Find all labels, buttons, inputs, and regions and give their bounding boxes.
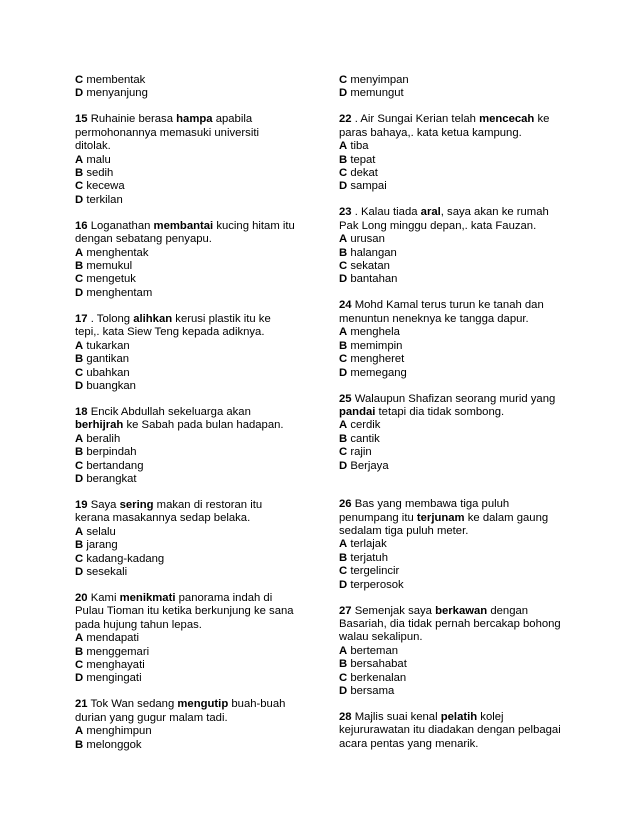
question-line	[75, 220, 315, 233]
text-segment: Loganathan	[90, 219, 154, 232]
answer-option	[339, 74, 579, 87]
question-text-line	[339, 618, 579, 631]
option-letter: A	[339, 140, 348, 153]
option-text: sesekali	[86, 565, 128, 578]
option-letter: A	[339, 233, 348, 246]
answer-option	[339, 579, 579, 592]
option-text: menghentak	[86, 246, 149, 259]
text-segment: panorama indah di	[175, 591, 273, 604]
option-text: berkenalan	[350, 671, 407, 684]
answer-option	[339, 565, 579, 578]
option-letter: B	[75, 446, 84, 459]
question-text-line	[339, 127, 579, 140]
answer-option	[75, 672, 315, 685]
spacer	[339, 380, 579, 393]
text-segment: pada hujung tahun lepas.	[75, 618, 202, 631]
spacer	[339, 473, 579, 486]
option-letter: B	[339, 551, 348, 564]
option-text: bersama	[350, 685, 395, 697]
option-letter: C	[75, 366, 84, 379]
answer-option	[339, 154, 579, 167]
answer-option	[75, 473, 315, 486]
option-letter: B	[339, 658, 348, 671]
text-segment: ke Sabah pada bulan hadapan.	[123, 419, 284, 432]
answer-option	[339, 552, 579, 565]
option-text: tergelincir	[350, 565, 400, 578]
keyword: mengutip	[177, 698, 229, 711]
text-segment: sedalam tiga puluh meter.	[339, 524, 469, 537]
text-segment: Bas yang membawa tiga puluh	[354, 498, 510, 511]
option-text: beralih	[86, 432, 121, 445]
option-text: terlajak	[350, 538, 387, 551]
keyword: berkawan	[435, 604, 488, 617]
option-letter: C	[339, 167, 348, 180]
question-text-line	[75, 140, 315, 153]
option-letter: C	[339, 671, 348, 684]
option-letter: D	[75, 472, 84, 485]
option-text: cantik	[350, 432, 380, 445]
option-text: mendapati	[86, 632, 140, 645]
option-text: urusan	[350, 233, 385, 246]
answer-option	[339, 446, 579, 459]
question-text-line	[339, 220, 579, 233]
option-letter: B	[339, 246, 348, 259]
question-line	[339, 113, 579, 126]
option-text: memegang	[350, 366, 407, 379]
option-letter: A	[339, 326, 348, 339]
option-letter: C	[75, 74, 84, 86]
keyword: aral	[420, 206, 441, 219]
text-segment: Semenjak saya	[354, 604, 436, 617]
keyword: pelatih	[440, 711, 478, 723]
text-segment: ditolak.	[75, 140, 111, 153]
text-segment: kolej	[477, 711, 504, 723]
question-number: 21	[75, 698, 88, 711]
question-line	[339, 206, 579, 219]
option-letter: D	[339, 685, 348, 697]
option-text: sekatan	[350, 260, 390, 273]
keyword: sering	[119, 498, 154, 511]
answer-option	[75, 167, 315, 180]
question-text-line	[75, 512, 315, 525]
question-text-line	[75, 419, 315, 432]
option-letter: C	[75, 659, 84, 671]
option-letter: B	[75, 738, 84, 751]
option-letter: D	[339, 180, 348, 193]
answer-option	[339, 419, 579, 432]
option-text: cerdik	[350, 419, 381, 432]
answer-option	[75, 659, 315, 672]
option-letter: B	[75, 645, 84, 658]
text-segment: Tok Wan sedang	[90, 698, 178, 711]
spacer	[75, 579, 315, 592]
answer-option	[339, 260, 579, 273]
option-letter: D	[75, 379, 84, 392]
question-line	[339, 299, 579, 312]
option-text: kecewa	[86, 180, 125, 193]
text-segment: permohonannya memasuki universiti	[75, 126, 259, 139]
question-text-line	[339, 724, 579, 737]
option-letter: D	[75, 193, 84, 206]
option-letter: B	[75, 353, 84, 366]
answer-option	[75, 739, 315, 752]
option-text: terperosok	[350, 578, 404, 591]
option-text: mengheret	[350, 353, 405, 366]
text-segment: Kami	[90, 591, 120, 604]
text-segment: tetapi dia tidak sombong.	[375, 405, 505, 418]
text-segment: paras bahaya,. kata ketua kampung.	[339, 126, 522, 139]
answer-option	[339, 180, 579, 193]
option-text: selalu	[86, 525, 116, 538]
option-text: menghentam	[86, 286, 153, 299]
option-letter: C	[339, 353, 348, 366]
spacer	[339, 698, 579, 711]
answer-option	[339, 460, 579, 473]
keyword: hampa	[176, 113, 213, 126]
question-text-line	[75, 712, 315, 725]
option-text: menghayati	[86, 659, 145, 671]
keyword: membantai	[153, 219, 214, 232]
text-segment: kerana masakannya sedap belaka.	[75, 512, 251, 525]
option-text: ubahkan	[86, 366, 130, 379]
option-text: menyanjung	[86, 87, 148, 100]
answer-option	[339, 658, 579, 671]
option-text: tukarkan	[86, 339, 130, 352]
question-number: 16	[75, 219, 88, 232]
option-letter: A	[339, 538, 348, 551]
option-letter: A	[75, 432, 84, 445]
answer-option	[339, 140, 579, 153]
question-text-line	[75, 619, 315, 632]
text-segment: makan di restoran itu	[153, 498, 263, 511]
option-text: melonggok	[86, 738, 142, 751]
text-segment: Mohd Kamal terus turun ke tanah dan	[354, 299, 544, 312]
text-segment: , saya akan ke rumah	[440, 206, 549, 219]
answer-option	[75, 433, 315, 446]
question-text-line	[339, 631, 579, 644]
option-letter: C	[75, 459, 84, 472]
keyword: berhijrah	[75, 419, 124, 432]
question-text-line	[339, 406, 579, 419]
option-letter: D	[75, 672, 84, 685]
question-line	[339, 498, 579, 511]
answer-option	[339, 433, 579, 446]
text-segment: Basariah, dia tidak pernah bercakap bohong	[339, 617, 561, 630]
text-segment: kejururawatan itu diadakan dengan pelbagai	[339, 724, 561, 737]
answer-option	[75, 340, 315, 353]
spacer	[75, 393, 315, 406]
spacer	[75, 101, 315, 114]
answer-option	[75, 553, 315, 566]
question-number: 26	[339, 498, 352, 511]
option-text: sampai	[350, 180, 387, 193]
option-letter: A	[339, 419, 348, 432]
question-number: 22	[339, 113, 352, 126]
spacer	[339, 101, 579, 114]
question-text-line	[75, 605, 315, 618]
answer-option	[75, 247, 315, 260]
answer-option	[339, 326, 579, 339]
left-column	[75, 74, 315, 752]
question-text-line	[339, 525, 579, 538]
question-number: 25	[339, 392, 352, 405]
answer-option	[75, 180, 315, 193]
option-letter: C	[339, 565, 348, 578]
text-segment: . Air Sungai Kerian telah	[351, 113, 480, 126]
option-letter: A	[75, 525, 84, 538]
answer-option	[75, 367, 315, 380]
option-text: berteman	[350, 644, 399, 657]
answer-option	[75, 273, 315, 286]
option-letter: B	[339, 432, 348, 445]
option-letter: A	[75, 153, 84, 166]
answer-option	[75, 260, 315, 273]
option-letter: A	[339, 644, 348, 657]
text-segment: dengan	[487, 604, 529, 617]
text-segment: Pulau Tioman itu ketika berkunjung ke sana	[75, 605, 294, 618]
keyword: terjunam	[416, 511, 465, 524]
question-line	[339, 393, 579, 406]
option-text: bertandang	[86, 459, 144, 472]
question-line	[75, 499, 315, 512]
option-text: malu	[86, 153, 111, 166]
spacer	[339, 287, 579, 300]
text-segment: tepi,. kata Siew Teng kepada adiknya.	[75, 326, 265, 339]
question-number: 20	[75, 591, 88, 604]
answer-option	[75, 446, 315, 459]
answer-option	[75, 353, 315, 366]
question-line	[75, 592, 315, 605]
option-text: membentak	[86, 74, 146, 86]
option-letter: A	[75, 246, 84, 259]
option-letter: D	[339, 366, 348, 379]
option-text: menyimpan	[350, 74, 409, 86]
spacer	[339, 486, 579, 499]
option-letter: C	[339, 260, 348, 273]
option-text: sedih	[86, 167, 114, 180]
spacer	[75, 207, 315, 220]
option-letter: D	[339, 273, 348, 286]
answer-option	[339, 353, 579, 366]
option-text: bantahan	[350, 273, 398, 286]
spacer	[75, 486, 315, 499]
answer-option	[75, 194, 315, 207]
answer-option	[339, 645, 579, 658]
option-text: kadang-kadang	[86, 552, 165, 565]
option-text: jarang	[86, 539, 118, 552]
answer-option	[339, 367, 579, 380]
question-number: 23	[339, 206, 352, 219]
question-line	[75, 313, 315, 326]
option-text: menghela	[350, 326, 400, 339]
text-segment: . Kalau tiada	[351, 206, 421, 219]
question-number: 27	[339, 604, 352, 617]
option-letter: D	[75, 286, 84, 299]
text-segment: Encik Abdullah sekeluarga akan	[90, 405, 251, 418]
option-letter: D	[75, 565, 84, 578]
question-line	[339, 711, 579, 724]
spacer	[339, 194, 579, 207]
answer-option	[75, 74, 315, 87]
option-text: mengetuk	[86, 273, 136, 286]
option-text: memungut	[350, 87, 404, 100]
answer-option	[339, 672, 579, 685]
answer-option	[75, 646, 315, 659]
text-segment: durian yang gugur malam tadi.	[75, 711, 228, 724]
spacer	[75, 686, 315, 699]
text-segment: Saya	[90, 498, 120, 511]
text-segment: . Tolong	[87, 312, 134, 325]
option-letter: A	[75, 339, 84, 352]
option-text: bersahabat	[350, 658, 407, 671]
answer-option	[339, 273, 579, 286]
option-text: terjatuh	[350, 551, 388, 564]
question-number: 18	[75, 405, 88, 418]
answer-option	[75, 87, 315, 100]
question-text-line	[75, 127, 315, 140]
keyword: menikmati	[119, 591, 176, 604]
answer-option	[75, 725, 315, 738]
keyword: mencecah	[479, 113, 535, 126]
answer-option	[75, 632, 315, 645]
answer-option	[75, 526, 315, 539]
question-number: 15	[75, 113, 88, 126]
text-segment: dengan sebatang penyapu.	[75, 233, 212, 246]
option-text: buangkan	[86, 379, 136, 392]
option-letter: B	[75, 539, 84, 552]
answer-option	[339, 233, 579, 246]
answer-option	[339, 247, 579, 260]
question-text-line	[75, 326, 315, 339]
spacer	[75, 300, 315, 313]
text-segment: acara pentas yang menarik.	[339, 737, 479, 750]
option-text: berpindah	[86, 446, 137, 459]
option-letter: D	[75, 87, 84, 100]
option-text: mengingati	[86, 672, 142, 685]
text-segment: apabila	[212, 113, 253, 126]
option-letter: A	[75, 725, 84, 738]
question-line	[75, 113, 315, 126]
option-text: berangkat	[86, 472, 137, 485]
keyword: pandai	[339, 405, 376, 418]
option-text: rajin	[350, 446, 372, 459]
question-text-line	[339, 738, 579, 751]
option-text: memukul	[86, 260, 133, 273]
answer-option	[75, 566, 315, 579]
text-segment: Majlis suai kenal	[354, 711, 441, 723]
keyword: alihkan	[133, 312, 173, 325]
option-text: terkilan	[86, 193, 123, 206]
text-segment: walau sekalipun.	[339, 631, 423, 644]
question-line	[75, 406, 315, 419]
question-number: 17	[75, 312, 88, 325]
question-line	[339, 605, 579, 618]
option-letter: B	[339, 153, 348, 166]
text-segment: Walaupun Shafizan seorang murid yang	[354, 392, 556, 405]
option-letter: B	[75, 167, 84, 180]
option-letter: B	[75, 260, 84, 273]
option-text: memimpin	[350, 339, 403, 352]
text-segment: kucing hitam itu	[213, 219, 295, 232]
spacer	[339, 592, 579, 605]
option-letter: D	[339, 578, 348, 591]
text-segment: buah-buah	[228, 698, 286, 711]
question-text-line	[75, 233, 315, 246]
answer-option	[75, 154, 315, 167]
text-segment: penumpang itu	[339, 511, 417, 524]
option-text: tepat	[350, 153, 376, 166]
answer-option	[339, 685, 579, 698]
text-segment: menuntun neneknya ke tangga dapur.	[339, 312, 529, 325]
answer-option	[339, 87, 579, 100]
option-letter: A	[75, 632, 84, 645]
text-segment: ke dalam gaung	[464, 511, 549, 524]
option-text: menggemari	[86, 645, 150, 658]
text-segment: ke	[534, 113, 550, 126]
answer-option	[339, 538, 579, 551]
option-letter: C	[75, 273, 84, 286]
option-text: Berjaya	[350, 459, 389, 472]
option-letter: B	[339, 339, 348, 352]
text-segment: kerusi plastik itu ke	[172, 312, 271, 325]
option-letter: C	[75, 552, 84, 565]
option-letter: C	[339, 446, 348, 459]
option-letter: D	[339, 459, 348, 472]
option-letter: C	[75, 180, 84, 193]
option-text: gantikan	[86, 353, 130, 366]
question-number: 28	[339, 711, 352, 723]
answer-option	[75, 460, 315, 473]
question-text-line	[339, 313, 579, 326]
option-text: dekat	[350, 167, 378, 180]
text-segment: Ruhainie berasa	[90, 113, 177, 126]
question-number: 19	[75, 498, 88, 511]
text-segment: Pak Long minggu depan,. kata Fauzan.	[339, 219, 537, 232]
answer-option	[339, 340, 579, 353]
option-text: tiba	[350, 140, 369, 153]
answer-option	[75, 539, 315, 552]
question-text-line	[339, 512, 579, 525]
answer-option	[339, 167, 579, 180]
question-line	[75, 698, 315, 711]
right-column	[339, 74, 579, 751]
option-letter: C	[339, 74, 348, 86]
question-number: 24	[339, 299, 352, 312]
answer-option	[75, 380, 315, 393]
option-letter: D	[339, 87, 348, 100]
option-text: menghimpun	[86, 725, 152, 738]
answer-option	[75, 287, 315, 300]
option-text: halangan	[350, 246, 397, 259]
